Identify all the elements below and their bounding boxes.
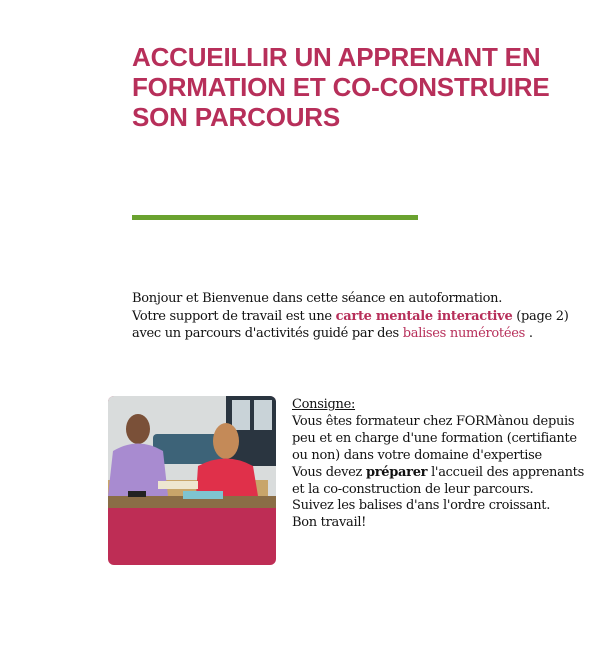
instructions-paragraph: Vous êtes formateur chez FORMànou depuis peu et en charge d'une formation (certifiante ou non) dans votre domaine d'expertise <box>292 413 577 463</box>
numbered-tags-link[interactable]: balises numérotées <box>402 326 525 341</box>
intro-text-part: (page 2) <box>512 308 569 324</box>
title-divider <box>132 215 418 220</box>
meeting-photo <box>108 396 276 508</box>
instructions-paragraph: Suivez les balises d'ans l'ordre croissant. <box>292 498 551 514</box>
intro-text-part: avec un parcours d'activités guidé par des <box>132 326 403 341</box>
mind-map-link[interactable]: carte mentale interactive <box>335 308 513 324</box>
instructions-text-part: l'accueil des apprenants et la co-construction de leur parcours. <box>292 464 584 497</box>
title-line: FORMATION ET CO-CONSTRUIRE <box>132 72 550 102</box>
instructions-heading: Consigne: <box>292 397 356 412</box>
intro-line: Bonjour et Bienvenue dans cette séance en autoformation. <box>132 291 503 306</box>
intro-text-part: . <box>524 326 533 341</box>
intro-text <box>132 290 592 343</box>
instructions-emphasis: préparer <box>365 464 428 480</box>
instructions-paragraph: Bon travail! <box>292 515 367 531</box>
title-line: ACCUEILLIR UN APPRENANT EN <box>132 42 541 72</box>
title-line: SON PARCOURS <box>132 102 341 132</box>
illustration-card <box>108 396 276 565</box>
instructions-text-part: Vous devez <box>292 464 366 480</box>
instructions <box>292 397 592 532</box>
page-title <box>132 42 572 132</box>
intro-text-part: Votre support de travail est une <box>132 308 336 324</box>
